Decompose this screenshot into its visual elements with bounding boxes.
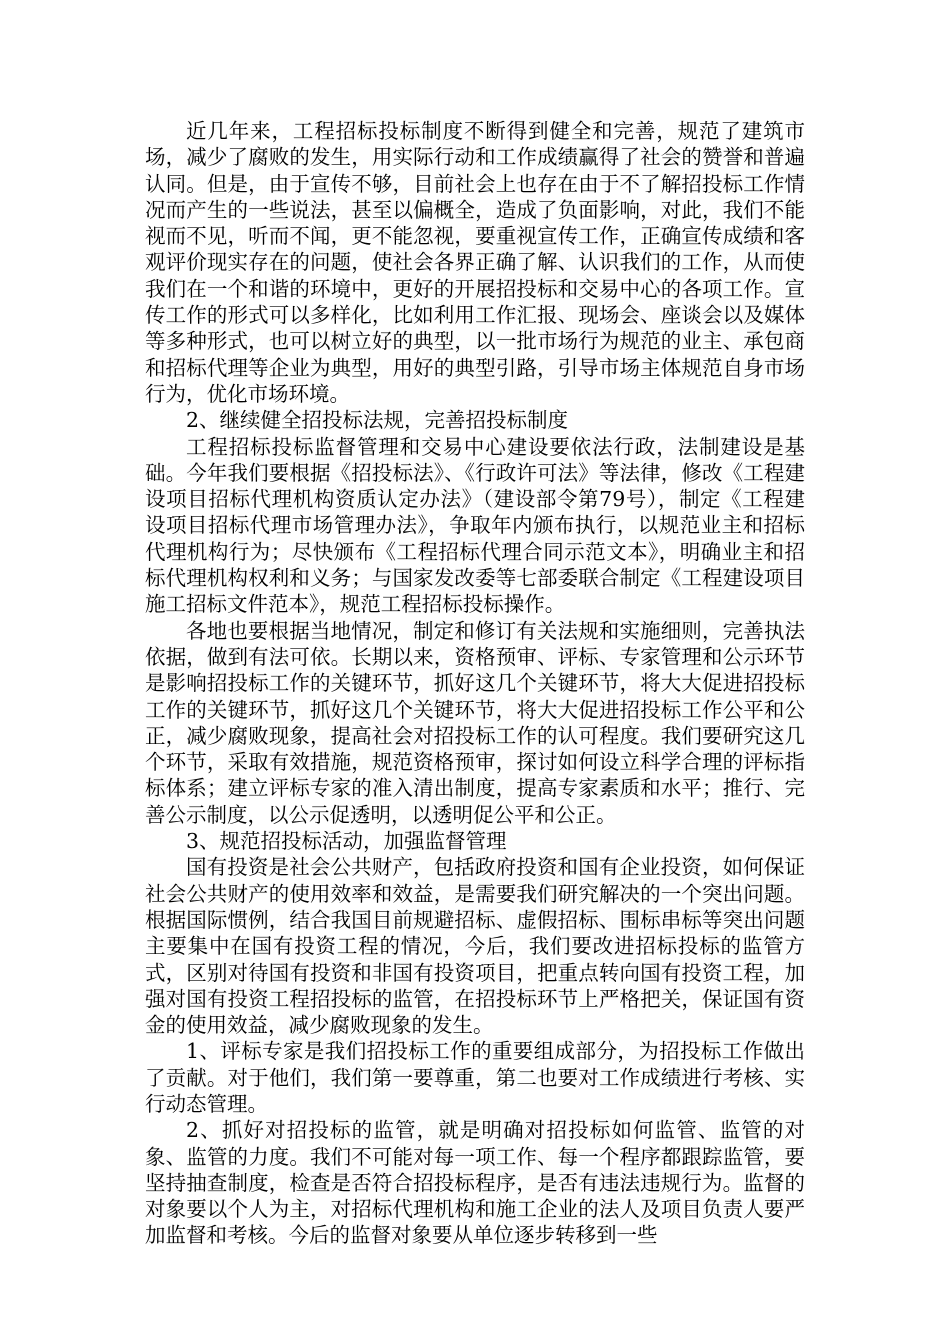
paragraph-bid-experts: 1、评标专家是我们招投标工作的重要组成部分，为招投标工作做出了贡献。对于他们，我们第一要尊重，第二也要对工作成绩进行考核、实行动态管理。 [145, 1039, 805, 1116]
paragraph-publicity: 近几年来，工程招标投标制度不断得到健全和完善，规范了建筑市场，减少了腐败的发生，用实际行动和工作成绩赢得了社会的赞誉和普遍认同。但是，由于宣传不够，目前社会上也存在由于不了解招投标工作情况而产生的一些说法，甚至以偏概全，造成了负面影响，对此，我们不能视而不见，听而不闻，更不能忽视，要重视宣传工作，正确宣传成绩和客观评价现实存在的问题，使社会各界正确了解、认识我们的工作，从而使我们在一个和谐的环境中，更好的开展招投标和交易中心的各项工作。宣传工作的形式可以多样化，比如利用工作汇报、现场会、座谈会以及媒体等多种形式，也可以树立好的典型，以一批市场行为规范的业主、承包商和招标代理等企业为典型，用好的典型引路，引导市场主体规范自身市场行为，优化市场环境。 [145, 119, 805, 406]
section-heading-2: 2、继续健全招投标法规，完善招投标制度 [186, 408, 569, 433]
document-page [145, 118, 805, 1249]
paragraph-state-investment: 国有投资是社会公共财产，包括政府投资和国有企业投资，如何保证社会公共财产的使用效率和效益，是需要我们研究解决的一个突出问题。根据国际惯例，结合我国目前规避招标、虚假招标、围标串标等突出问题主要集中在国有投资工程的情况，今后，我们要改进招标投标的监管方式，区别对待国有投资和非国有投资项目，把重点转向国有投资工程，加强对国有投资工程招投标的监管，在招投标环节上严格把关，保证国有资金的使用效益，减少腐败现象的发生。 [145, 855, 805, 1038]
section-heading-3: 3、规范招投标活动，加强监督管理 [186, 829, 507, 854]
paragraph-supervision: 2、抓好对招投标的监管，就是明确对招投标如何监管、监管的对象、监管的力度。我们不可能对每一项工作、每一个程序都跟踪监管，要坚持抽查制度，检查是否符合招投标程序，是否有违法违规行为。监督的对象要以个人为主，对招标代理机构和施工企业的法人及项目负责人要严加监督和考核。今后的监督对象要从单位逐步转移到一些 [145, 1118, 805, 1248]
paragraph-local-rules: 各地也要根据当地情况，制定和修订有关法规和实施细则，完善执法依据，做到有法可依。长期以来，资格预审、评标、专家管理和公示环节是影响招投标工作的关键环节，抓好这几个关键环节，将大大促进招投标工作的关键环节，抓好这几个关键环节，将大大促进招投标工作公平和公正，减少腐败现象，提高社会对招投标工作的认可程度。我们要研究这几个环节，采取有效措施，规范资格预审，探讨如何设立科学合理的评标指标体系；建立评标专家的准入清出制度，提高专家素质和水平；推行、完善公示制度，以公示促透明，以透明促公平和公正。 [145, 618, 805, 827]
paragraph-legislation: 工程招标投标监督管理和交易中心建设要依法行政，法制建设是基础。今年我们要根据《招投标法》、《行政许可法》等法律，修改《工程建设项目招标代理机构资质认定办法》（建设部令第79号），制定《工程建设项目招标代理市场管理办法》，争取年内颁布执行，以规范业主和招标代理机构行为；尽快颁布《工程招标代理合同示范文本》，明确业主和招标代理机构权利和义务；与国家发改委等七部委联合制定《工程建设项目施工招标文件范本》，规范工程招标投标操作。 [145, 434, 805, 617]
